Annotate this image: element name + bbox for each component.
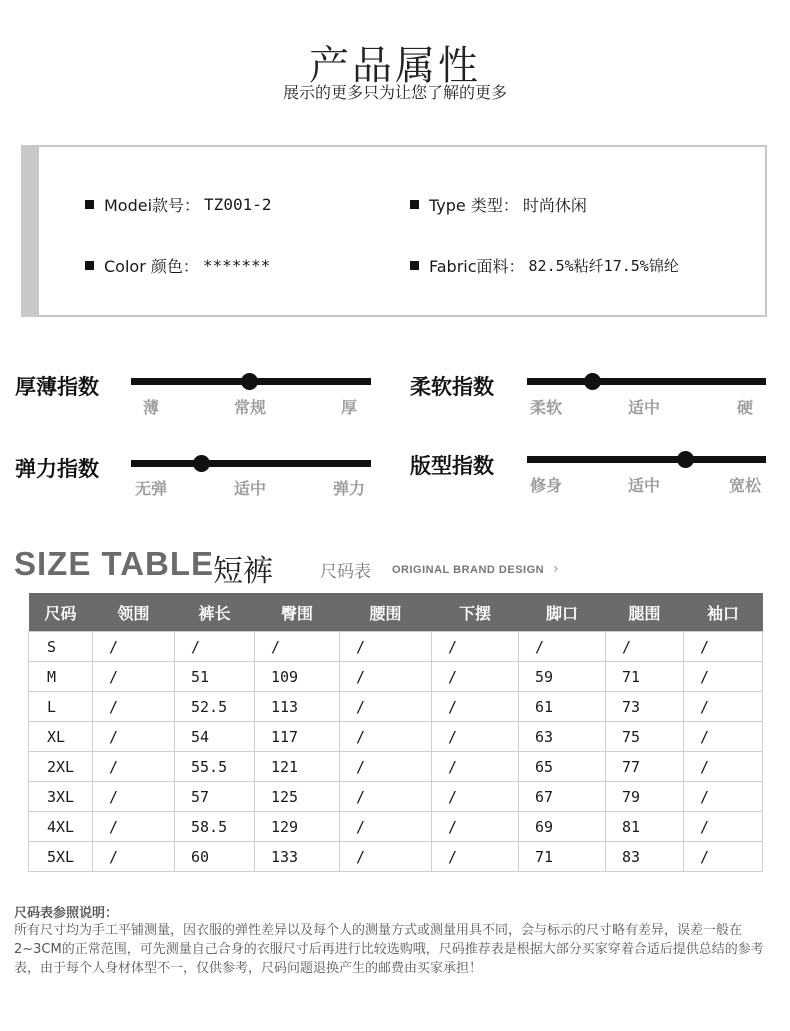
index-tick: 适中 xyxy=(627,476,661,495)
size-cell: M xyxy=(29,662,93,692)
table-cell: / xyxy=(432,722,519,752)
index-tick: 适中 xyxy=(627,398,661,417)
column-header: 下摆 xyxy=(432,593,519,632)
table-cell: 55.5 xyxy=(175,752,255,782)
table-row xyxy=(29,662,763,692)
attribute-value: 82.5%粘纤17.5%锦纶 xyxy=(528,257,679,275)
table-cell: / xyxy=(93,752,175,782)
attribute-fabric xyxy=(410,254,679,277)
brand-tagline: ORIGINAL BRAND DESIGN xyxy=(392,564,545,576)
table-cell: 54 xyxy=(175,722,255,752)
table-cell: 117 xyxy=(255,722,340,752)
size-cell: 3XL xyxy=(29,782,93,812)
table-cell: / xyxy=(684,812,763,842)
table-cell: / xyxy=(432,752,519,782)
attribute-label: Fabric面料： xyxy=(429,257,525,276)
table-cell: / xyxy=(255,632,340,662)
column-header: 裤长 xyxy=(175,593,255,632)
index-tick: 柔软 xyxy=(529,398,563,417)
table-cell: / xyxy=(432,692,519,722)
table-cell: / xyxy=(93,782,175,812)
size-cell: XL xyxy=(29,722,93,752)
table-cell: / xyxy=(340,632,432,662)
size-cell: 5XL xyxy=(29,842,93,872)
table-cell: / xyxy=(340,752,432,782)
index-label: 弹力指数 xyxy=(15,457,99,481)
size-table-title-cn: 短裤 xyxy=(213,554,273,589)
attribute-color xyxy=(85,254,270,277)
page-subtitle: 展示的更多只为让您了解的更多 xyxy=(282,83,507,102)
table-cell: / xyxy=(93,662,175,692)
index-tick: 适中 xyxy=(233,479,267,498)
table-cell: / xyxy=(93,632,175,662)
size-table-header-row xyxy=(29,593,763,632)
attribute-value: ******* xyxy=(202,256,271,275)
table-cell: / xyxy=(519,632,606,662)
table-cell: 63 xyxy=(519,722,606,752)
column-header: 腿围 xyxy=(606,593,684,632)
table-cell: / xyxy=(93,722,175,752)
index-track xyxy=(131,378,371,385)
size-table-subtitle: 尺码表 xyxy=(320,562,371,582)
size-cell: 4XL xyxy=(29,812,93,842)
table-cell: / xyxy=(684,752,763,782)
column-header: 袖口 xyxy=(684,593,763,632)
table-cell: / xyxy=(340,692,432,722)
table-cell: 75 xyxy=(606,722,684,752)
attribute-panel-accent-bar xyxy=(23,147,39,315)
table-cell: / xyxy=(684,842,763,872)
table-cell: 125 xyxy=(255,782,340,812)
table-cell: / xyxy=(606,632,684,662)
index-label: 版型指数 xyxy=(410,454,494,478)
table-cell: / xyxy=(432,842,519,872)
table-cell: / xyxy=(684,692,763,722)
size-table xyxy=(28,593,763,872)
index-label: 厚薄指数 xyxy=(15,375,99,399)
table-cell: / xyxy=(93,842,175,872)
table-cell: 79 xyxy=(606,782,684,812)
table-cell: 109 xyxy=(255,662,340,692)
table-row xyxy=(29,812,763,842)
column-header: 领围 xyxy=(93,593,175,632)
table-cell: / xyxy=(340,782,432,812)
table-row xyxy=(29,632,763,662)
index-track xyxy=(527,456,766,463)
attribute-label: Color 颜色： xyxy=(104,257,199,276)
notes-text: 所有尺寸均为手工平铺测量，因衣服的弹性差异以及每个人的测量方式或测量用具不同，会与标示的尺寸略有差异，误差一般在2~3CM的正常范围，可先测量自己合身的衣服尺寸后再进行比较选购哦，尺码推荐表是根据大部分买家穿着合适后提供总结的参考表，由于每个人身材体型不一，仅供参考，尺码问题退换产生的邮费由买家承担！ xyxy=(14,923,764,976)
chevron-right-icon: › xyxy=(553,561,559,577)
attribute-type xyxy=(410,193,587,216)
table-cell: / xyxy=(684,722,763,752)
table-row xyxy=(29,752,763,782)
table-cell: 83 xyxy=(606,842,684,872)
table-cell: 67 xyxy=(519,782,606,812)
table-cell: 51 xyxy=(175,662,255,692)
table-cell: 73 xyxy=(606,692,684,722)
table-cell: / xyxy=(432,632,519,662)
size-table-title: SIZE TABLE xyxy=(14,545,215,582)
index-tick: 薄 xyxy=(142,398,160,417)
table-cell: / xyxy=(684,632,763,662)
table-cell: / xyxy=(93,812,175,842)
attribute-label: Type 类型： xyxy=(429,196,519,215)
table-cell: 69 xyxy=(519,812,606,842)
index-track xyxy=(131,460,371,467)
index-tick: 厚 xyxy=(340,398,358,417)
table-row xyxy=(29,842,763,872)
table-cell: / xyxy=(432,662,519,692)
table-cell: / xyxy=(432,812,519,842)
index-marker xyxy=(584,373,601,390)
table-cell: 81 xyxy=(606,812,684,842)
index-tick: 常规 xyxy=(233,398,267,417)
table-row xyxy=(29,782,763,812)
table-cell: / xyxy=(340,842,432,872)
table-cell: 71 xyxy=(519,842,606,872)
table-cell: / xyxy=(340,812,432,842)
table-cell: / xyxy=(684,782,763,812)
attribute-panel xyxy=(21,145,767,317)
column-header: 腰围 xyxy=(340,593,432,632)
table-cell: / xyxy=(175,632,255,662)
table-cell: / xyxy=(93,692,175,722)
index-tick: 无弹 xyxy=(134,479,168,498)
size-cell: 2XL xyxy=(29,752,93,782)
table-cell: 113 xyxy=(255,692,340,722)
notes-title: 尺码表参照说明： xyxy=(14,906,119,921)
table-cell: 133 xyxy=(255,842,340,872)
index-tick: 宽松 xyxy=(728,476,762,495)
size-cell: L xyxy=(29,692,93,722)
table-cell: 57 xyxy=(175,782,255,812)
table-cell: / xyxy=(432,782,519,812)
attribute-model xyxy=(85,193,271,216)
table-cell: 59 xyxy=(519,662,606,692)
table-cell: 71 xyxy=(606,662,684,692)
table-row xyxy=(29,722,763,752)
index-marker xyxy=(677,451,694,468)
table-row xyxy=(29,692,763,722)
square-bullet-icon xyxy=(410,200,419,209)
index-marker xyxy=(241,373,258,390)
table-cell: 61 xyxy=(519,692,606,722)
attribute-value: TZ001-2 xyxy=(204,195,272,214)
square-bullet-icon xyxy=(410,261,419,270)
table-cell: / xyxy=(340,662,432,692)
table-cell: 65 xyxy=(519,752,606,782)
index-tick: 修身 xyxy=(529,476,563,495)
index-marker xyxy=(193,455,210,472)
column-header: 脚口 xyxy=(519,593,606,632)
column-header: 尺码 xyxy=(29,593,93,632)
table-cell: 77 xyxy=(606,752,684,782)
square-bullet-icon xyxy=(85,261,94,270)
table-cell: / xyxy=(340,722,432,752)
table-cell: 129 xyxy=(255,812,340,842)
attribute-value: 时尚休闲 xyxy=(522,196,587,215)
size-cell: S xyxy=(29,632,93,662)
index-track xyxy=(527,378,766,385)
table-cell: 60 xyxy=(175,842,255,872)
table-cell: / xyxy=(684,662,763,692)
square-bullet-icon xyxy=(85,200,94,209)
table-cell: 121 xyxy=(255,752,340,782)
table-cell: 58.5 xyxy=(175,812,255,842)
table-cell: 52.5 xyxy=(175,692,255,722)
index-tick: 弹力 xyxy=(332,479,366,498)
index-tick: 硬 xyxy=(736,398,754,417)
index-label: 柔软指数 xyxy=(410,375,494,399)
page-title: 产品属性 xyxy=(309,43,481,89)
column-header: 臀围 xyxy=(255,593,340,632)
attribute-label: Modei款号： xyxy=(104,196,201,215)
